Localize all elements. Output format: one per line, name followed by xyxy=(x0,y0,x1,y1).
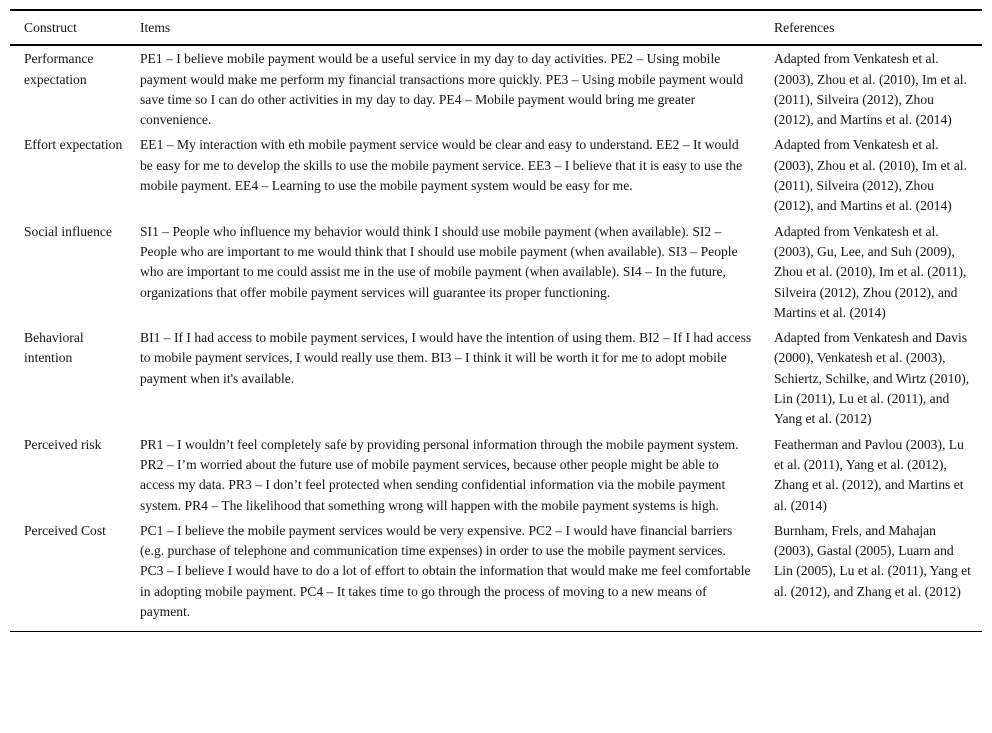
items-cell: EE1 – My interaction with eth mobile payment service would be clear and easy to understand. EE2 – It would be easy for me to develop the skills to use the mobile payment service. EE3 – I believe that it is easy to use the mobile payment. EE4 – Learning to use the mobile payment system would be easy for me. xyxy=(140,137,743,194)
table-row xyxy=(10,325,982,431)
references-cell: Burnham, Frels, and Mahajan (2003), Gastal (2005), Luarn and Lin (2005), Lu et al. (2011), Yang et al. (2012), and Zhang et al. (2012) xyxy=(774,522,971,599)
references-cell: Adapted from Venkatesh et al. (2003), Gu, Lee, and Suh (2009), Zhou et al. (2010), Im et al. (2011), Silveira (2012), Zhou (2012), and Martins et al. (2014) xyxy=(774,223,967,320)
items-cell: PC1 – I believe the mobile payment services would be very expensive. PC2 – I would have financial barriers (e.g. purchase of telephone and communication time expenses) in order to use the mobile payment services. PC3 – I believe I would have to do a lot of effort to obtain the information that would make me feel comfortable in adopting mobile payment. PC4 – It takes time to go through the process of moving to a new means of payment. xyxy=(140,522,751,620)
table-row xyxy=(10,132,982,218)
column-header-construct: Construct xyxy=(24,20,77,35)
table-row xyxy=(10,432,982,518)
table-header-row xyxy=(10,10,982,45)
references-cell: Adapted from Venkatesh et al. (2003), Zhou et al. (2010), Im et al. (2011), Silveira (2012), Zhou (2012), and Martins et al. (2014) xyxy=(774,137,967,214)
references-cell: Featherman and Pavlou (2003), Lu et al. (2011), Yang et al. (2012), Zhang et al. (2012), and Martins et al. (2014) xyxy=(774,436,964,513)
items-cell: PE1 – I believe mobile payment would be a useful service in my day to day activities. PE2 – Using mobile payment would make me perform my financial transactions more quickly. PE3 – Using mobile payment would save time so I can do other activities in my day to day. PE4 – Mobile payment would bring me greater convenience. xyxy=(140,51,744,128)
column-header-references: References xyxy=(774,20,835,35)
construct-cell: Social influence xyxy=(24,223,112,239)
references-cell: Adapted from Venkatesh and Davis (2000), Venkatesh et al. (2003), Schiertz, Schilke, and Wirtz (2010), Lin (2011), Lu et al. (2011), and Yang et al. (2012) xyxy=(774,330,970,427)
construct-cell: Perceived risk xyxy=(24,436,102,452)
items-cell: PR1 – I wouldn’t feel completely safe by providing personal information through the mobile payment system. PR2 – I’m worried about the future use of mobile payment services, because other people might be able to access my data. PR3 – I don’t feel protected when sending confidential information via the mobile payment system. PR4 – The likelihood that something wrong will happen with the mobile payment systems is high. xyxy=(140,436,739,513)
table-row xyxy=(10,219,982,325)
table-row xyxy=(10,518,982,632)
construct-cell: Effort expectation xyxy=(24,137,123,153)
construct-cell: Performance expectation xyxy=(24,51,94,87)
items-cell: BI1 – If I had access to mobile payment services, I would have the intention of using them. BI2 – If I had access to mobile payment services, I would really use them. BI3 – I think it will be worth it for me to adopt mobile payment when it's available. xyxy=(140,330,752,386)
table-row xyxy=(10,45,982,132)
construct-cell: Behavioral intention xyxy=(24,330,84,366)
measurement-items-table xyxy=(10,9,982,632)
column-header-items: Items xyxy=(140,20,171,35)
references-cell: Adapted from Venkatesh et al. (2003), Zhou et al. (2010), Im et al. (2011), Silveira (2012), Zhou (2012), and Martins et al. (2014) xyxy=(774,51,967,128)
items-cell: SI1 – People who influence my behavior would think I should use mobile payment (when available). SI2 – People who are important to me would think that I should use mobile payment (when available). SI3 – People who are important to me could assist me in the use of mobile payment (when available). SI4 – In the future, organizations that offer mobile payment services will guarantee its proper functioning. xyxy=(140,223,738,300)
construct-cell: Perceived Cost xyxy=(24,522,106,538)
